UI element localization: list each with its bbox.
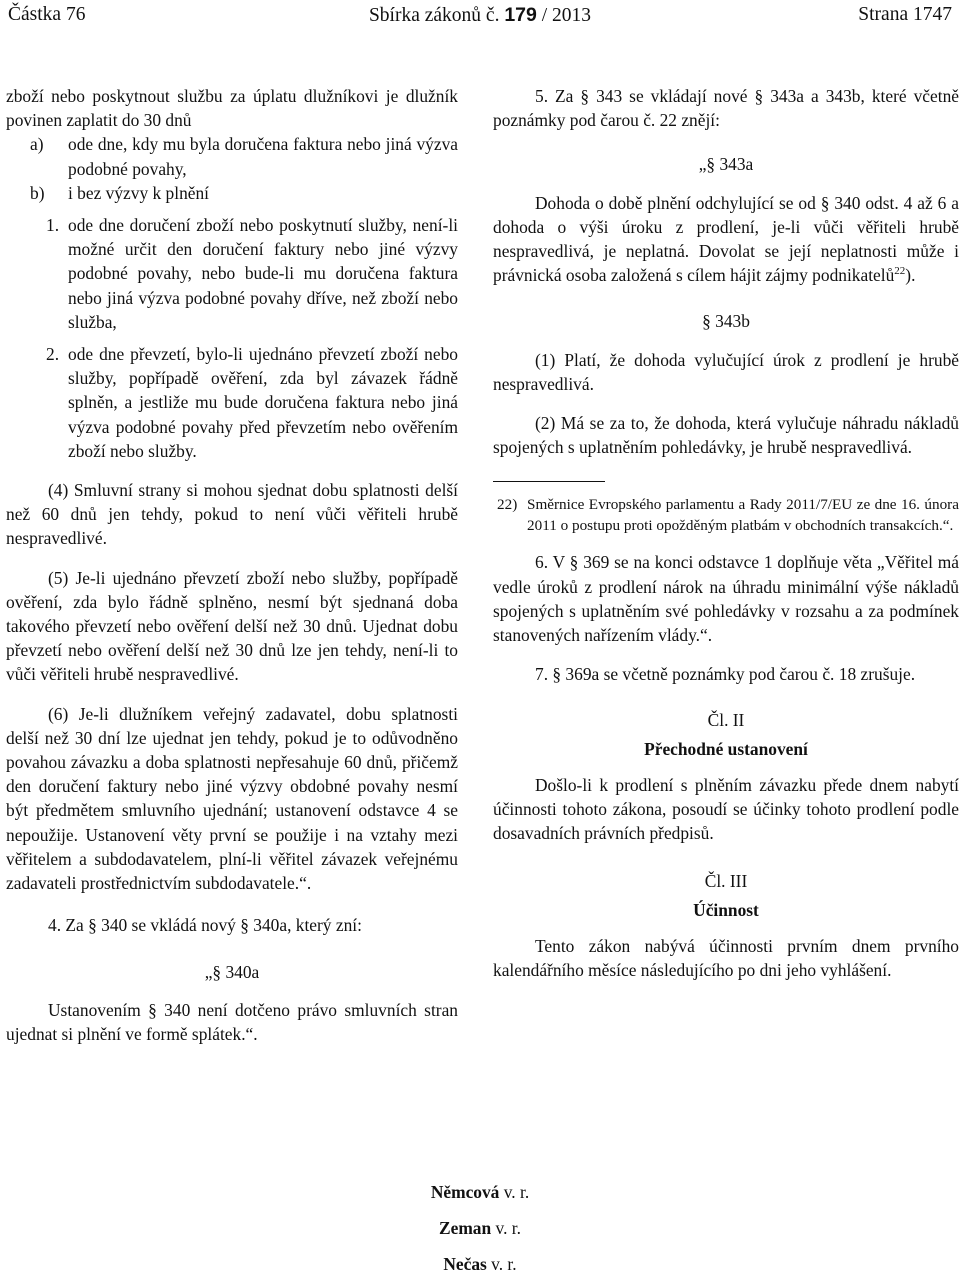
header-collection-prefix: Sbírka zákonů č. [368, 5, 500, 26]
list-item-b [6, 181, 458, 205]
amendment-5: 5. Za § 343 se vkládají nové § 343a a 343b, které včetně poznámky pod čarou č. 22 znějí: [493, 86, 959, 131]
list-item-2 [6, 342, 458, 463]
intro-paragraph: zboží nebo poskytnout službu za úplatu dlužníkovi je dlužník povinen zaplatit do 30 dnů [6, 86, 458, 131]
article-2-title: Přechodné ustanovení [644, 738, 808, 759]
section-343a-end: ). [905, 265, 916, 286]
paragraph-5: (5) Je-li ujednáno převzetí zboží nebo služby, popřípadě ověření, zda bylo řádně splněno, nesmí být sjednaná doba takového převzetí nebo ověření delší než 30 dnů. Ujednat dobu převzetí nebo ověření delší než 30 dnů lze jen tehdy, není-li to vůči věřiteli hrubě nespravedlivé. [6, 567, 458, 685]
footnote-label: 22) [497, 496, 518, 514]
article-2-text: Došlo-li k prodlení s plněním závazku přede dnem nabytí účinnosti tohoto zákona, posoudí se účinky tohoto prodlení podle dosavadních právních předpisů. [493, 774, 959, 844]
footnote-22 [493, 494, 959, 536]
list-label: a) [30, 134, 44, 155]
amendment-7: 7. § 369a se včetně poznámky pod čarou č. 18 zrušuje. [535, 664, 916, 685]
list-label: b) [30, 182, 45, 203]
section-heading-340a: „§ 340a [204, 961, 260, 982]
signatory-name: Němcová [430, 1182, 500, 1202]
section-heading-343b: § 343b [702, 311, 750, 332]
signature-line [0, 1216, 960, 1252]
list-text: ode dne doručení zboží nebo poskytnutí služby, není-li možné určit den doručení faktury nebo jiné výzvy podobné povahy, nebo bude-li mu doručena faktura nebo jiná výzva podobné povahy dříve, než zboží nebo služba, [68, 215, 458, 332]
amendment-6: 6. V § 369 se na konci odstavce 1 doplňuje věta „Věřitel má vedle úroků z prodlení nárok na úhradu minimální výše nákladů spojených s uplatněním své pohledávky v rozsahu a za podmínek stanovených nařízením vlády.“. [493, 552, 959, 646]
header-collection-year: / 2013 [541, 5, 592, 26]
signatory-suffix: v. r. [491, 1218, 521, 1238]
article-2-number: Čl. II [707, 710, 745, 731]
left-column [6, 84, 458, 1046]
list-text: i bez výzvy k plnění [68, 182, 210, 203]
section-343a-text [493, 191, 959, 288]
section-340a-text: Ustanovením § 340 není dotčeno právo smluvních stran ujednat si plnění ve formě splátek.“. [6, 999, 458, 1044]
article-3-text: Tento zákon nabývá účinnosti prvním dnem prvního kalendářního měsíce následujícího po dni jeho vyhlášení. [493, 935, 959, 981]
page-header [8, 4, 952, 30]
signature-line [0, 1180, 960, 1216]
paragraph-6: (6) Je-li dlužníkem veřejný zadavatel, dobu splatnosti delší než 30 dní lze ujednat jen tehdy, pokud je to odůvodněno povahou závazku a doba splatnosti nepřesahuje 60 dnů, přičemž den doručení faktury nebo jiné výzvy obdobné povahy nesmí být předmětem smluvního ujednání; ustanovení odstavce 4 se nepoužije. Ustanovení věty první se použije i na vztahy mezi věřitelem a subdodavatelem, plní-li věřitel závazek veřejnému zadavateli prostřednictvím subdodavatele.“. [6, 703, 458, 894]
list-label: 2. [46, 344, 60, 365]
list-item-a [6, 132, 458, 180]
section-343a-body: Dohoda o době plnění odchylující se od § 340 odst. 4 až 6 a dohoda o výši úroku z prodlení, je-li vůči věřiteli hrubě nespravedlivá, je neplatná. Dovolat se její neplatnosti může i právnická osoba založená s cílem hájit zájmy podnikatelů [493, 192, 959, 286]
footnote-ref: 22 [894, 265, 906, 278]
signatory-name: Nečas [443, 1254, 487, 1274]
paragraph-4: (4) Smluvní strany si mohou sjednat dobu splatnosti delší než 60 dnů jen tehdy, pokud to není vůči věřiteli hrubě nespravedlivé. [6, 480, 458, 549]
header-part: Částka 76 [8, 4, 86, 25]
list-text: ode dne převzetí, bylo-li ujednáno převzetí zboží nebo služby, popřípadě ověření, zda byl závazek řádně splněn, a jestliže mu bude doručena faktura nebo jiná výzva podobné povahy před převzetím nebo ověřením zboží nebo služby. [68, 344, 458, 461]
list-label: 1. [46, 215, 60, 236]
header-collection [8, 4, 952, 27]
section-heading-343a: „§ 343a [698, 154, 754, 175]
list-item-1 [6, 213, 458, 334]
footnote-text: Směrnice Evropského parlamentu a Rady 2011/7/EU ze dne 16. února 2011 o postupu proti opožděným platbám v obchodních transakcích.“. [527, 496, 959, 535]
signatory-suffix: v. r. [499, 1182, 530, 1202]
section-343b-para-2: (2) Má se za to, že dohoda, která vylučuje náhradu nákladů spojených s uplatněním pohledávky, je hrubě nespravedlivá. [493, 413, 959, 458]
footnote-divider [493, 481, 605, 482]
signature-line [0, 1252, 960, 1288]
right-column [493, 84, 959, 982]
amendment-4: 4. Za § 340 se vkládá nový § 340a, který zní: [48, 915, 362, 936]
list-text: ode dne, kdy mu byla doručena faktura nebo jiná výzva podobné povahy, [68, 134, 458, 179]
header-page-number: Strana 1747 [858, 4, 952, 25]
header-collection-number: 179 [504, 4, 537, 26]
article-3-title: Účinnost [693, 899, 759, 920]
signatory-suffix: v. r. [486, 1254, 517, 1274]
signatory-name: Zeman [439, 1218, 492, 1238]
article-3-number: Čl. III [704, 871, 748, 892]
section-343b-para-1: (1) Platí, že dohoda vylučující úrok z prodlení je hrubě nespravedlivá. [493, 349, 959, 394]
